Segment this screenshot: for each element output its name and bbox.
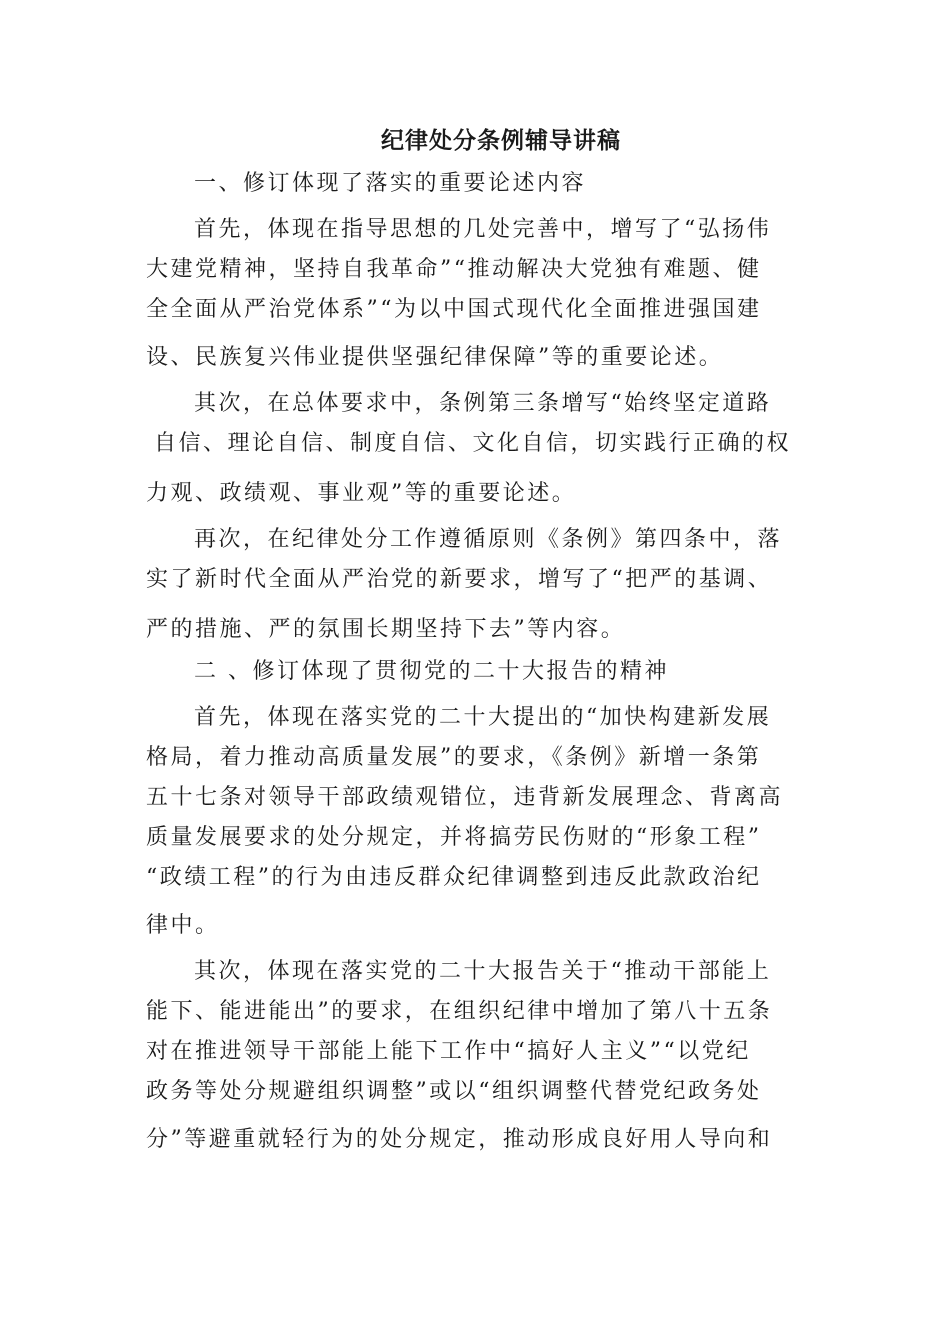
- paragraph-line: 大建党精神，坚持自我革命”“推动解决大党独有难题、健: [146, 257, 762, 282]
- paragraph-line: 再次，在纪律处分工作遵循原则《条例》第四条中，落: [194, 527, 783, 552]
- paragraph-line: 设、民族复兴伟业提供坚强纪律保障”等的重要论述。: [146, 345, 724, 370]
- document-title: 纪律处分条例辅导讲稿: [381, 127, 621, 154]
- paragraph-line: 政务等处分规避组织调整”或以“组织调整代替党纪政务处: [146, 1079, 762, 1104]
- paragraph-line: 全全面从严治党体系”“为以中国式现代化全面推进强国建: [146, 297, 762, 322]
- paragraph-line: 律中。: [146, 913, 220, 938]
- paragraph-line: 五十七条对领导干部政绩观错位，违背新发展理念、背离高: [146, 785, 784, 810]
- heading-text: 一、修订体现了落实的重要论述内容: [194, 171, 587, 196]
- paragraph-line: 自信、理论自信、制度自信、文化自信，切实践行正确的权: [154, 431, 792, 456]
- paragraph-line: 其次，体现在落实党的二十大报告关于“推动干部能上: [194, 959, 772, 984]
- paragraph-4: [146, 698, 811, 898]
- paragraph-line: “政绩工程”的行为由违反群众纪律调整到违反此款政治纪: [146, 865, 762, 890]
- paragraph-line: 实了新时代全面从严治党的新要求，增写了“把严的基调、: [146, 567, 773, 592]
- paragraph-5: [146, 952, 811, 1112]
- paragraph-line: 质量发展要求的处分规定，并将搞劳民伤财的“形象工程”: [146, 825, 762, 850]
- paragraph-3: [146, 520, 811, 600]
- paragraph-1-end: [146, 338, 811, 378]
- paragraph-5-cont: [146, 1120, 811, 1160]
- paragraph-line: 其次，在总体要求中，条例第三条增写“始终坚定道路: [194, 391, 772, 416]
- paragraph-2: [146, 384, 811, 464]
- paragraph-4-end: [146, 906, 811, 946]
- paragraph-2-end: [146, 474, 811, 514]
- paragraph-line: 格局，着力推动高质量发展”的要求，《条例》新增一条第: [146, 745, 762, 770]
- paragraph-line: 力观、政绩观、事业观”等的重要论述。: [146, 481, 577, 506]
- paragraph-1: [146, 210, 811, 330]
- paragraph-line: 能下、能进能出”的要求，在组织纪律中增加了第八十五条: [146, 999, 773, 1024]
- paragraph-3-end: [146, 610, 811, 650]
- paragraph-line: 对在推进领导干部能上能下工作中“搞好人主义”“以党纪: [146, 1039, 751, 1064]
- paragraph-line: 首先，体现在指导思想的几处完善中，增写了“弘扬伟: [194, 217, 772, 242]
- paragraph-line: 首先，体现在落实党的二十大提出的“加快构建新发展: [194, 705, 772, 730]
- paragraph-line: 分”等避重就轻行为的处分规定，推动形成良好用人导向和: [146, 1127, 773, 1152]
- paragraph-line: 严的措施、严的氛围长期坚持下去”等内容。: [146, 617, 626, 642]
- section-heading-1: [146, 164, 811, 204]
- heading-text: 二 、修订体现了贯彻党的二十大报告的精神: [194, 659, 669, 684]
- section-heading-2: [146, 652, 811, 692]
